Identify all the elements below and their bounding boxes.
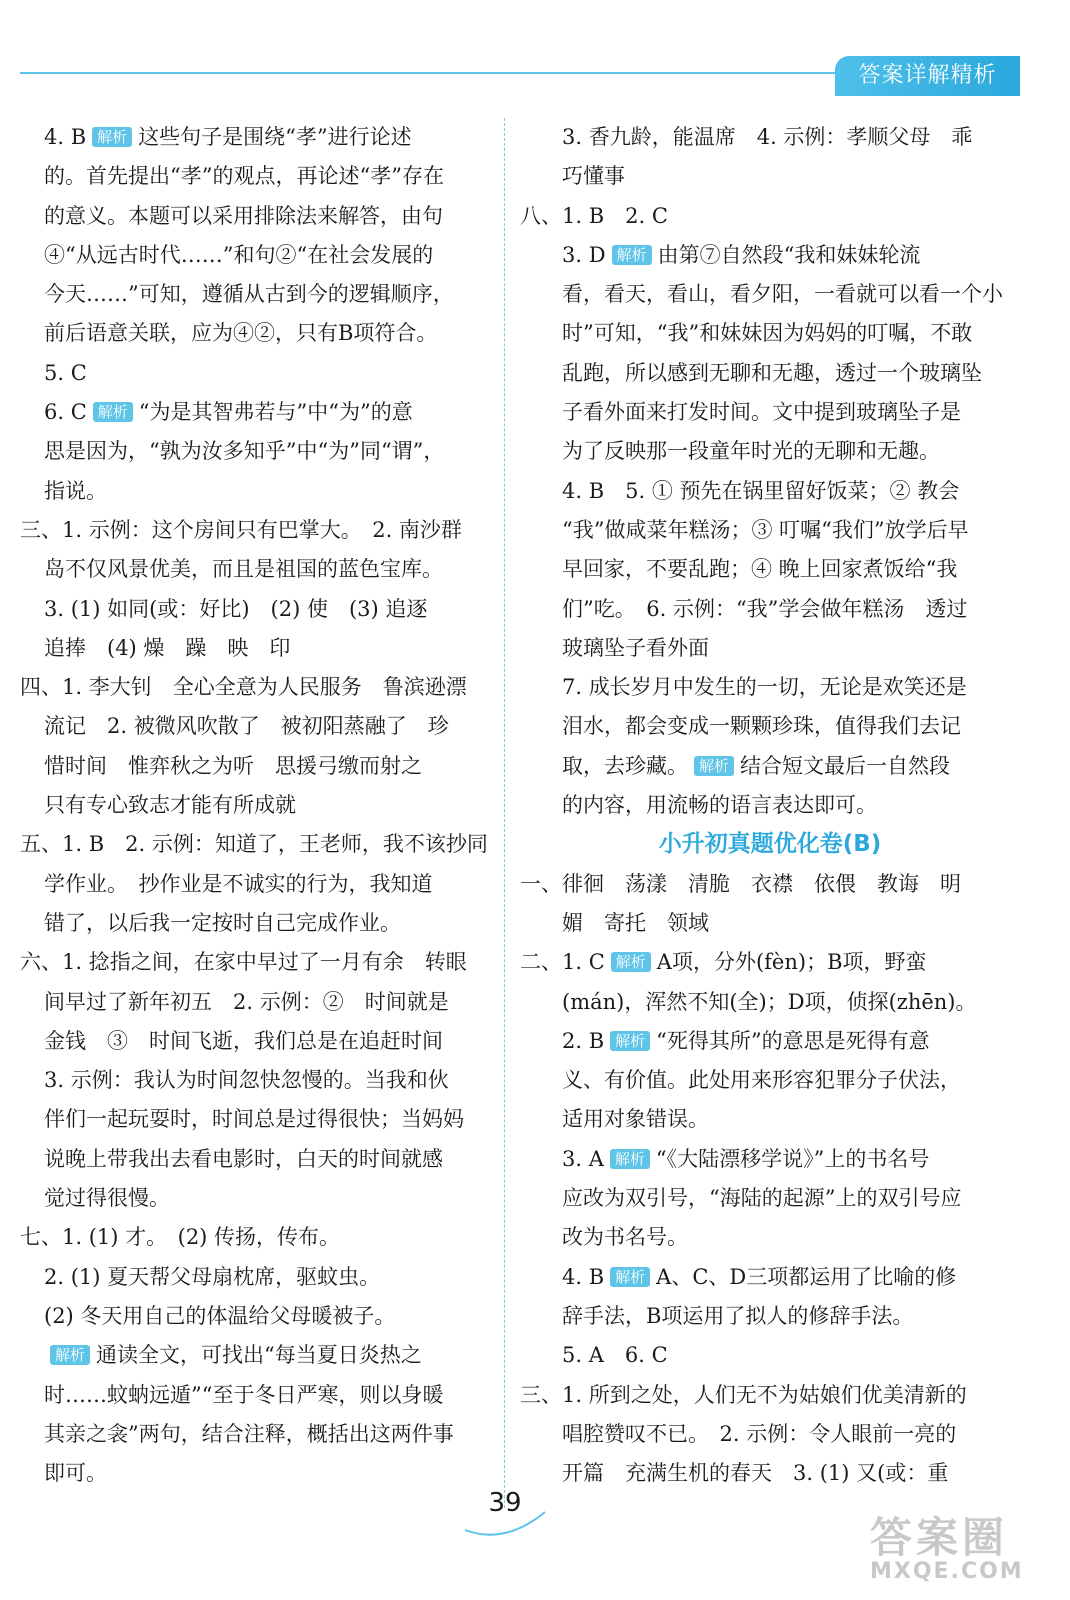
answer-line [20,629,488,668]
answer-text: 时”可知，“我”和妹妹因为妈妈的叮嘱，不敢 [562,321,973,346]
analysis-badge: 解析 [93,402,133,422]
answer-line [20,1218,488,1257]
answer-text: 4. B 5. ① 预先在锅里留好饭菜；② 教会 [562,478,960,503]
answer-text: 指说。 [44,478,107,503]
section-title [520,825,1020,864]
answer-text: 7. 成长岁月中发生的一切，无论是欢笑还是 [562,675,967,700]
answer-text: 三、1. 示例：这个房间只有巴掌大。 2. 南沙群 [20,517,462,542]
answer-text: 说晚上带我出去看电影时，白天的时间就感 [44,1146,443,1171]
answer-text: 二、1. C [520,950,605,975]
answer-line [520,1415,1020,1454]
answer-text: 只有专心致志才能有所成就 [44,793,296,818]
analysis-badge: 解析 [610,1031,650,1051]
answer-text: 六、1. 捻指之间，在家中早过了一月有余 转眼 [20,950,467,975]
answer-text: 3. 示例：我认为时间忽快忽慢的。当我和伙 [44,1068,449,1093]
answer-line [520,1376,1020,1415]
answer-text: 这些句子是围绕“孝”进行论述 [138,125,412,149]
watermark [870,1505,1050,1595]
answer-text: 学作业。 抄作业是不诚实的行为，我知道 [44,871,433,896]
answer-text: 惜时间 惟弈秋之为听 思援弓缴而射之 [44,753,422,778]
answer-line [520,236,1020,275]
analysis-badge: 解析 [610,1149,650,1169]
answer-text: 七、1. (1) 才。 (2) 传扬，传布。 [20,1225,341,1250]
answer-text: 觉过得很慢。 [44,1186,170,1211]
answer-text: 的内容，用流畅的语言表达即可。 [562,793,877,818]
answer-text: 玻璃坠子看外面 [562,635,709,660]
answer-line [20,1179,488,1218]
answer-text: 3. D [562,242,606,267]
answer-text: 思是因为，“孰为汝多知乎”中“为”同“谓”， [44,439,445,464]
answer-line [520,1022,1020,1061]
page-number: 39 [488,1488,522,1518]
answer-line [520,668,1020,707]
answer-text: 的。首先提出“孝”的观点，再论述“孝”存在 [44,164,444,189]
answer-line [520,472,1020,511]
answer-line [520,511,1020,550]
answer-line [520,1140,1020,1179]
answer-text: 由第⑦自然段“我和妹妹轮流 [657,242,921,267]
answer-text: 今天……”可知，遵循从古到今的逻辑顺序， [44,282,454,307]
answer-line [20,432,488,471]
answer-text: 小升初真题优化卷(B) [658,831,882,858]
answer-text: 乱跑，所以感到无聊和无趣，透过一个玻璃坠 [562,360,982,385]
answer-text: 2. B [562,1028,605,1053]
answer-text: ④“从远古时代……”和句②“在社会发展的 [44,242,434,267]
answer-text: (mán)，浑然不知(全)；D项，侦探(zhēn)。 [562,989,977,1014]
answer-line [20,511,488,550]
answer-text: “死得其所”的意思是死得有意 [656,1028,930,1053]
answer-line [520,943,1020,982]
answer-line [520,1218,1020,1257]
answer-text: 3. 香九龄，能温席 4. 示例：孝顺父母 乖 [562,125,973,149]
answer-text: 三、1. 所到之处，人们无不为姑娘们优美清新的 [520,1382,967,1407]
answer-text: A、C、D三项都运用了比喻的修 [656,1264,957,1289]
answer-line [520,707,1020,746]
answer-text: 改为书名号。 [562,1225,688,1250]
answer-line [20,1415,488,1454]
answer-text: 4. B [562,1264,605,1289]
answer-line [520,1336,1020,1375]
answer-text: (2) 冬天用自己的体温给父母暖被子。 [44,1303,396,1328]
answer-text: 2. (1) 夏天帮父母扇枕席，驱蚊虫。 [44,1264,381,1289]
answer-line [20,393,488,432]
answer-text: 结合短文最后一自然段 [740,753,951,778]
answer-line [20,1454,488,1493]
answer-text: 流记 2. 被微风吹散了 被初阳蒸融了 珍 [44,714,449,739]
answer-text: 的意义。本题可以采用排除法来解答，由句 [44,203,443,228]
answer-text: A项，分外(fèn)；B项，野蛮 [656,950,927,975]
analysis-badge: 解析 [50,1345,90,1365]
answer-line [20,550,488,589]
answer-text: 其亲之衾”两句，结合注释，概括出这两件事 [44,1421,454,1446]
answer-line [520,1454,1020,1493]
answer-line [20,1297,488,1336]
watermark-url: MXQE.COM [870,1559,1024,1584]
header-tag: 答案详解精析 [835,56,1020,96]
answer-text: 为了反映那一段童年时光的无聊和无趣。 [562,439,940,464]
left-column [20,118,488,1493]
answer-text: 四、1. 李大钊 全心全意为人民服务 鲁滨逊漂 [20,675,467,700]
answer-line [520,354,1020,393]
answer-line [20,707,488,746]
answer-line [20,1336,488,1375]
answer-line [20,236,488,275]
answer-line [20,275,488,314]
answer-text: “为是其智弗若与”中“为”的意 [138,400,413,425]
answer-line [520,118,1020,157]
answer-text: 开篇 充满生机的春天 3. (1) 又(或：重 [562,1461,949,1486]
answer-line [20,825,488,864]
answer-text: 巧懂事 [562,164,625,189]
answer-text: 辞手法，B项运用了拟人的修辞手法。 [562,1303,914,1328]
answer-text: 子看外面来打发时间。文中提到玻璃坠子是 [562,400,961,425]
analysis-badge: 解析 [612,245,652,265]
answer-line [20,865,488,904]
answer-line [520,904,1020,943]
answer-line [520,1297,1020,1336]
column-divider [504,118,505,1508]
answer-line [520,393,1020,432]
answer-text: 泪水，都会变成一颗颗珍珠，值得我们去记 [562,714,961,739]
answer-text: 追捧 (4) 燥 躁 映 印 [44,635,291,660]
answer-line [20,118,488,157]
answer-text: 们”吃。 6. 示例：“我”学会做年糕汤 透过 [562,596,968,621]
answer-text: 3. A [562,1146,604,1171]
answer-text: 金钱 ③ 时间飞逝，我们总是在追赶时间 [44,1028,443,1053]
answer-line [520,197,1020,236]
answer-line [20,668,488,707]
answer-text: 时……蚊蚋远遁”“至于冬日严寒，则以身暖 [44,1382,444,1407]
answer-line [20,943,488,982]
answer-text: “我”做咸菜年糕汤；③ 叮嘱“我们”放学后早 [562,517,969,542]
answer-line [20,1061,488,1100]
answer-text: 媚 寄托 领域 [562,910,709,935]
answer-text: 3. (1) 如同(或：好比) (2) 使 (3) 追逐 [44,596,428,621]
answer-line [20,472,488,511]
answer-text: 应改为双引号，“海陆的起源”上的双引号应 [562,1186,962,1211]
answer-text: 伴们一起玩耍时，时间总是过得很快；当妈妈 [44,1107,464,1132]
answer-line [20,157,488,196]
answer-text: 即可。 [44,1461,107,1486]
answer-line [20,314,488,353]
answer-line [520,1258,1020,1297]
answer-line [520,275,1020,314]
answer-text: 前后语意关联，应为④②，只有B项符合。 [44,321,438,346]
answer-line [20,354,488,393]
answer-text: 适用对象错误。 [562,1107,709,1132]
header-rule [20,72,850,74]
answer-line [520,1179,1020,1218]
answer-line [520,983,1020,1022]
answer-text: 八、1. B 2. C [520,203,668,228]
answer-line [520,629,1020,668]
right-column [520,118,1020,1493]
answer-line [520,590,1020,629]
answer-text: 早回家，不要乱跑；④ 晚上回家煮饭给“我 [562,557,958,582]
answer-text: 通读全文，可找出“每当夏日炎热之 [96,1343,422,1368]
answer-line [20,747,488,786]
answer-text: 岛不仅风景优美，而且是祖国的蓝色宝库。 [44,557,443,582]
answer-text: 5. C [44,360,87,385]
answer-line [520,157,1020,196]
answer-text: 看，看天，看山，看夕阳，一看就可以看一个小 [562,282,1003,307]
answer-line [20,590,488,629]
watermark-brand: 答案圈 [870,1513,1009,1562]
answer-line [20,786,488,825]
answer-line [520,550,1020,589]
answer-text: 间早过了新年初五 2. 示例：② 时间就是 [44,989,449,1014]
answer-line [20,197,488,236]
answer-text: 取，去珍藏。 [562,753,688,778]
answer-line [520,1100,1020,1139]
answer-line [20,1022,488,1061]
answer-line [20,1258,488,1297]
answer-line [520,786,1020,825]
answer-text: 5. A 6. C [562,1343,668,1368]
answer-line [520,314,1020,353]
answer-line [520,1061,1020,1100]
answer-text: 五、1. B 2. 示例：知道了，王老师，我不该抄同 [20,832,488,857]
answer-text: 6. C [44,400,87,425]
answer-line [20,983,488,1022]
answer-text: 一、徘徊 荡漾 清脆 衣襟 依偎 教诲 明 [520,871,961,896]
answer-line [20,1376,488,1415]
analysis-badge: 解析 [694,756,734,776]
analysis-badge: 解析 [610,1267,650,1287]
answer-text: 错了，以后我一定按时自己完成作业。 [44,910,401,935]
answer-line [20,1100,488,1139]
answer-line [520,865,1020,904]
answer-line [20,904,488,943]
answer-line [520,432,1020,471]
answer-text: 义、有价值。此处用来形容犯罪分子伏法， [562,1068,961,1093]
analysis-badge: 解析 [611,952,651,972]
answer-text: “《大陆漂移学说》”上的书名号 [655,1146,930,1171]
answer-line [520,747,1020,786]
answer-line [20,1140,488,1179]
analysis-badge: 解析 [92,127,132,147]
answer-text: 4. B [44,125,87,149]
answer-text: 唱腔赞叹不已。 2. 示例：令人眼前一亮的 [562,1421,957,1446]
